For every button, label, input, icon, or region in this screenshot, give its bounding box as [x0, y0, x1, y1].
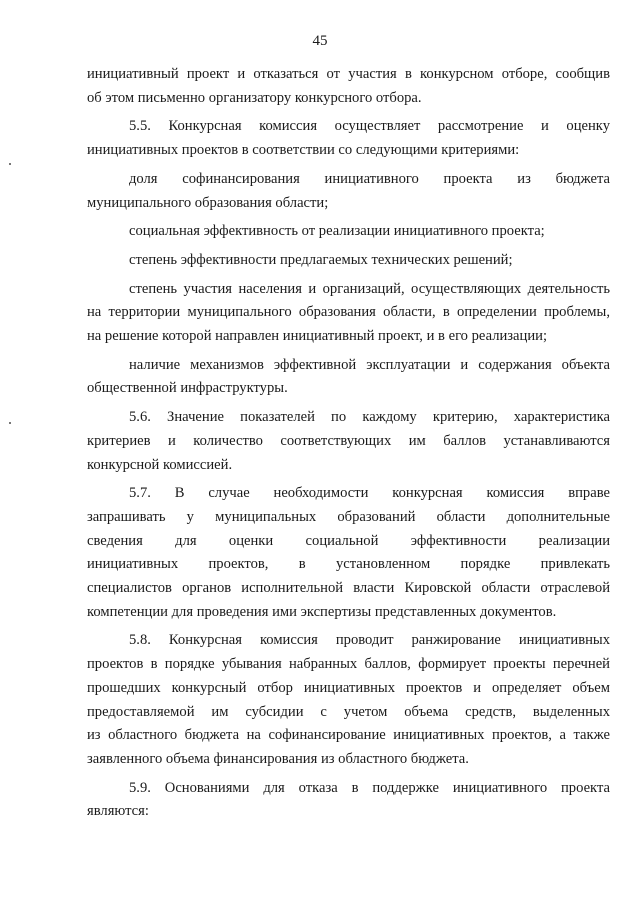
text-line: запрашивать у муниципальных образований области дополнительные	[87, 508, 610, 525]
text-line: 5.8. Конкурсная комиссия проводит ранжирование инициативных	[129, 632, 610, 649]
text-line: специалистов органов исполнительной власти Кировской области отраслевой	[87, 580, 610, 597]
text-line: об этом письменно организатору конкурсного отбора.	[87, 89, 422, 106]
text-line: компетенции для проведения ими экспертизы представленных документов.	[87, 603, 557, 620]
text-line: 5.5. Конкурсная комиссия осуществляет рассмотрение и оценку	[129, 118, 610, 135]
text-line: из областного бюджета на софинансирование инициативных проектов, а также	[87, 727, 610, 744]
text-line: конкурсной комиссией.	[87, 456, 233, 473]
text-line: на решение которой направлен инициативный проект, и в его реализации;	[87, 328, 548, 345]
text-line: степень эффективности предлагаемых технических решений;	[129, 251, 513, 268]
text-line: заявленного объема финансирования из областного бюджета.	[87, 750, 469, 767]
text-line: 5.7. В случае необходимости конкурсная комиссия вправе	[129, 485, 610, 502]
text-line: инициативных проектов, в установленном порядке привлекать	[87, 556, 610, 573]
text-line: сведения для оценки социальной эффективности реализации	[87, 532, 610, 549]
text-line: инициативных проектов в соответствии со следующими критериями:	[87, 142, 520, 159]
text-line: 5.6. Значение показателей по каждому критерию, характеристика	[129, 409, 610, 426]
text-line: наличие механизмов эффективной эксплуатации и содержания объекта	[129, 356, 610, 373]
text-line: социальная эффективность от реализации инициативного проекта;	[129, 223, 545, 240]
text-line: прошедших конкурсный отбор инициативных проектов и определяет объем	[87, 679, 610, 696]
text-line: общественной инфраструктуры.	[87, 380, 288, 397]
text-line: степень участия населения и организаций, осуществляющих деятельность	[129, 280, 610, 297]
text-line: муниципального образования области;	[87, 194, 329, 211]
page-number: 45	[312, 33, 328, 49]
text-line: критериев и количество соответствующих им баллов устанавливаются	[87, 432, 610, 449]
text-line: 5.9. Основаниями для отказа в поддержке инициативного проекта	[129, 779, 610, 796]
text-line: инициативный проект и отказаться от участия в конкурсном отборе, сообщив	[87, 66, 610, 82]
scan-speck	[9, 422, 11, 424]
text-line: предоставляемой им субсидии с учетом объема средств, выделенных	[87, 703, 610, 720]
document-body	[87, 63, 610, 824]
text-line: проектов в порядке убывания набранных баллов, формирует проекты перечней	[87, 656, 610, 673]
text-line: доля софинансирования инициативного проекта из бюджета	[129, 170, 610, 187]
text-line: являются:	[87, 803, 149, 820]
scan-speck	[9, 163, 11, 165]
text-line: на территории муниципального образования области, в определении проблемы,	[87, 304, 610, 321]
